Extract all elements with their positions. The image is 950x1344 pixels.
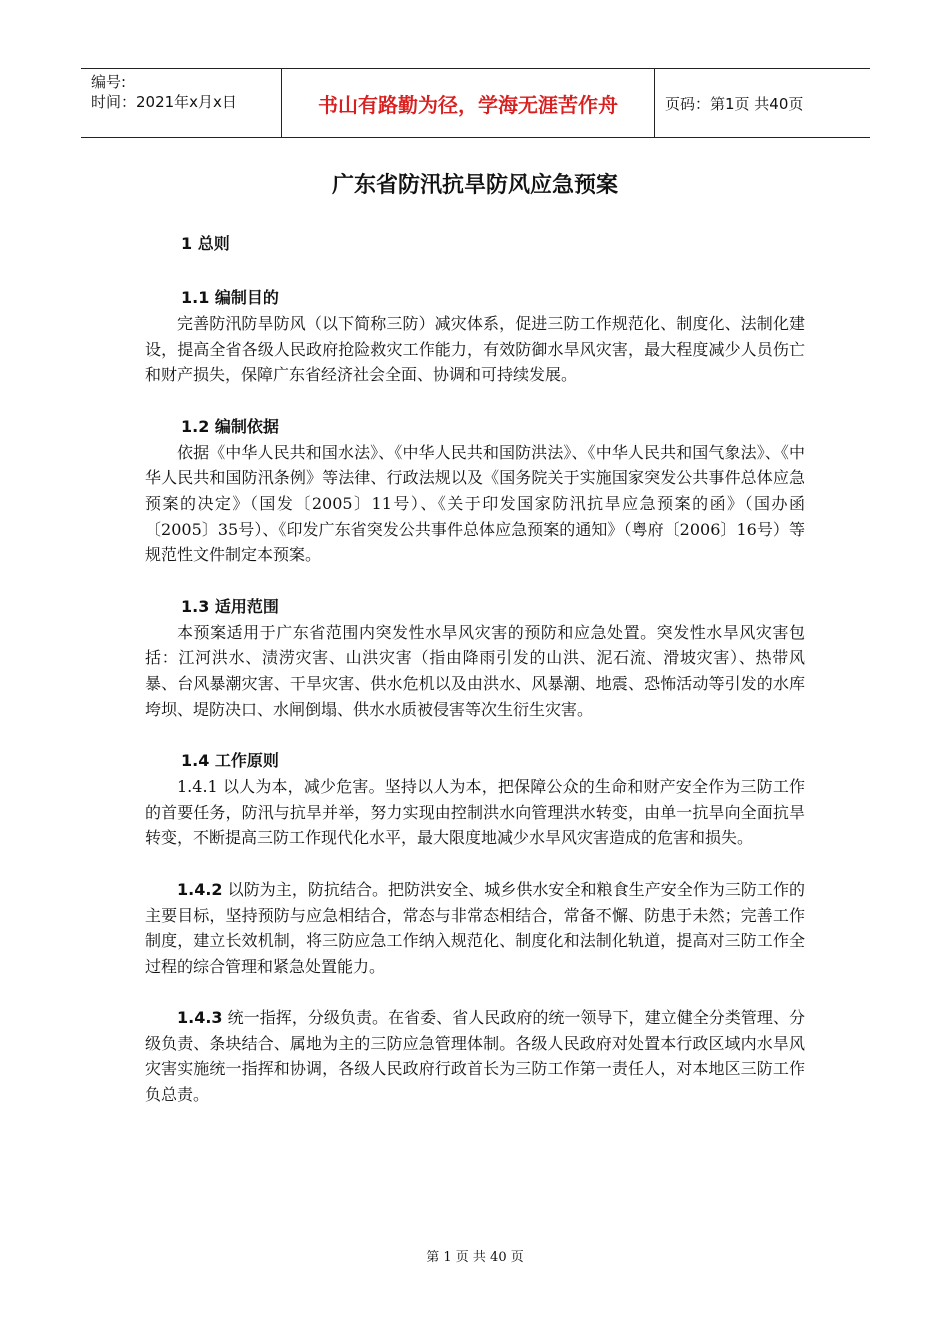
- paragraph-1-2: 依据《中华人民共和国水法》、《中华人民共和国防洪法》、《中华人民共和国气象法》、《中华人民共和国防汛条例》等法律、行政法规以及《国务院关于实施国家突发公共事件总体应急预案的决定》（国发〔2005〕11号）、《关于印发国家防汛抗旱应急预案的函》（国办函〔2005〕35号）、《印发广东省突发公共事件总体应急预案的通知》（粤府〔2006〕16号）等规范性文件制定本预案。: [145, 442, 805, 565]
- clause-text-1-4-3: 统一指挥，分级负责。在省委、省人民政府的统一领导下，建立健全分类管理、分级负责、条块结合、属地为主的三防应急管理体制。各级人民政府对处置本行政区域内水旱风灾害实施统一指挥和协调，各级人民政府行政首长为三防工作第一责任人，对本地区三防工作负总责。: [145, 1008, 805, 1105]
- clause-number-1-4-3: 1.4.3: [177, 1008, 223, 1028]
- section-heading-1-4: 1.4 工作原则: [181, 751, 279, 771]
- page-footer: 第 1 页 共 40 页: [426, 1250, 524, 1265]
- paragraph-1-4-3: [145, 1005, 805, 1107]
- paragraph-1-4-2: [145, 877, 805, 979]
- section-heading-1-2: 1.2 编制依据: [181, 416, 279, 436]
- paragraph-1-1: 完善防汛防旱防风（以下简称三防）减灾体系，促进三防工作规范化、制度化、法制化建设，提高全省各级人民政府抢险救灾工作能力，有效防御水旱风灾害，最大程度减少人员伤亡和财产损失，保障广东省经济社会全面、协调和可持续发展。: [145, 314, 805, 385]
- section-heading-1: 1 总则: [181, 234, 230, 253]
- page-header: [81, 68, 870, 138]
- code-label: 编号:: [91, 73, 127, 91]
- section-heading-1-3: 1.3 适用范围: [181, 596, 279, 616]
- document-body: [145, 231, 805, 1108]
- header-motto: 书山有路勤为径，学海无涯苦作舟: [282, 69, 655, 137]
- clause-text-1-4-2: 以防为主，防抗结合。把防洪安全、城乡供水安全和粮食生产安全作为三防工作的主要目标，坚持预防与应急相结合，常态与非常态相结合，常备不懈、防患于未然；完善工作制度，建立长效机制，将三防应急工作纳入规范化、制度化和法制化轨道，提高对三防工作全过程的综合管理和紧急处置能力。: [145, 879, 805, 976]
- header-info-cell: [81, 69, 282, 137]
- header-page-info: 页码：第1页 共40页: [665, 94, 804, 113]
- paragraph-1-3: 本预案适用于广东省范围内突发性水旱风灾害的预防和应急处置。突发性水旱风灾害包括：江河洪水、渍涝灾害、山洪灾害（指由降雨引发的山洪、泥石流、滑坡灾害）、热带风暴、台风暴潮灾害、干旱灾害、供水危机以及由洪水、风暴潮、地震、恐怖活动等引发的水库垮坝、堤防决口、水闸倒塌、供水水质被侵害等次生衍生灾害。: [145, 622, 805, 719]
- document-title: 广东省防汛抗旱防风应急预案: [331, 173, 618, 198]
- section-heading-1-1: 1.1 编制目的: [181, 288, 279, 307]
- clause-number-1-4-2: 1.4.2: [177, 879, 223, 899]
- time-label: 时间：2021年x月x日: [91, 93, 237, 111]
- paragraph-1-4-1: 1.4.1 以人为本，减少危害。坚持以人为本，把保障公众的生命和财产安全作为三防工作的首要任务，防汛与抗旱并举，努力实现由控制洪水向管理洪水转变，由单一抗旱向全面抗旱转变，不断提高三防工作现代化水平，最大限度地减少水旱风灾害造成的危害和损失。: [145, 777, 805, 848]
